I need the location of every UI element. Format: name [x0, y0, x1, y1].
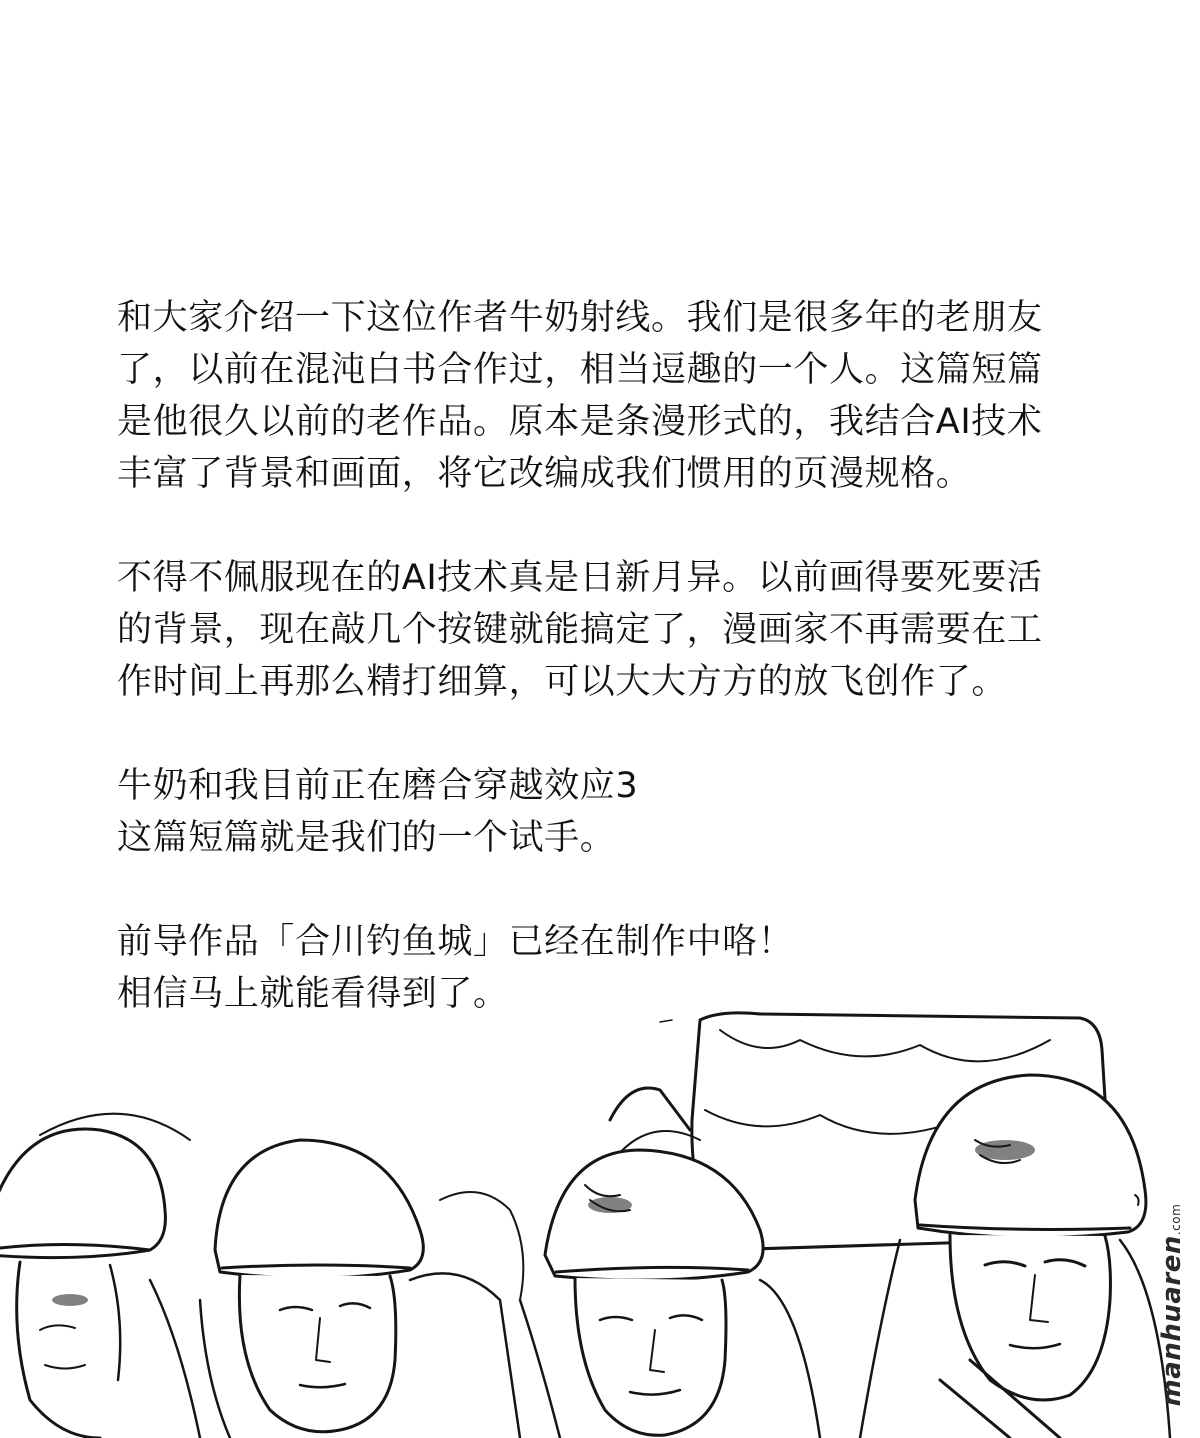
paragraph-2	[117, 552, 1077, 708]
text-line: 牛奶和我目前正在磨合穿越效应3	[117, 766, 639, 806]
text-line: 不得不佩服现在的AI技术真是日新月异。以前画得要死要活	[117, 558, 1043, 598]
text-line: 了，以前在混沌白书合作过，相当逗趣的一个人。这篇短篇	[117, 350, 1043, 390]
text-line: 的背景，现在敲几个按键就能搞定了，漫画家不再需要在工	[117, 610, 1043, 650]
paragraph-1	[117, 292, 1077, 500]
paragraph-3	[117, 760, 1077, 864]
text-line: 前导作品「合川钓鱼城」已经在制作中咯！	[117, 922, 794, 962]
text-line: 是他很久以前的老作品。原本是条漫形式的，我结合AI技术	[117, 402, 1043, 442]
watermark-text: manhuaren.com	[1157, 1203, 1187, 1407]
author-note	[117, 292, 1077, 1072]
text-line: 这篇短篇就是我们的一个试手。	[117, 818, 616, 858]
soldiers-illustration	[0, 1000, 1200, 1438]
site-watermark	[1152, 1180, 1192, 1430]
text-line: 相信马上就能看得到了。	[117, 974, 509, 1014]
text-line: 作时间上再那么精打细算，可以大大方方的放飞创作了。	[117, 662, 1008, 702]
text-line: 丰富了背景和画面，将它改编成我们惯用的页漫规格。	[117, 454, 972, 494]
text-line: 和大家介绍一下这位作者牛奶射线。我们是很多年的老朋友	[117, 298, 1043, 338]
